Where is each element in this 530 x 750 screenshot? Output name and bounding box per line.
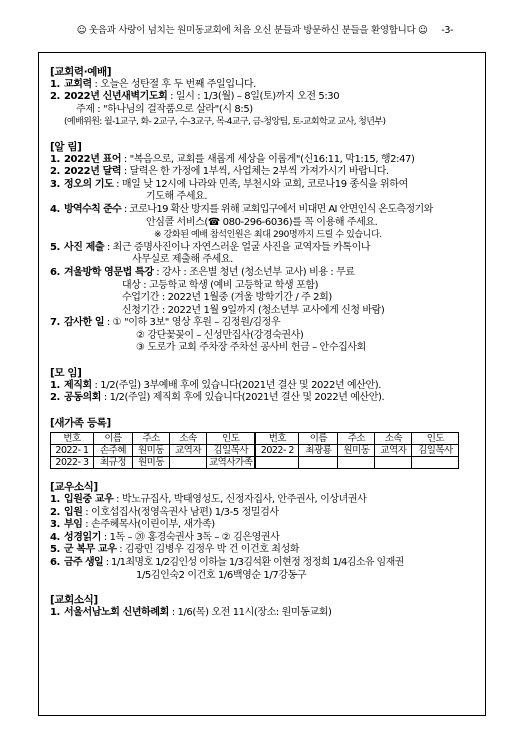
- column-header: 인도: [207, 433, 256, 445]
- item-text: : 오늘은 성탄절 후 두 번째 주일입니다.: [91, 78, 256, 90]
- list-item: [50, 380, 480, 393]
- item-number: 2.: [50, 506, 60, 518]
- item-number: 1.: [50, 379, 60, 391]
- item-label: 사진 제출: [64, 241, 105, 253]
- item-label: 정오의 기도: [64, 178, 114, 190]
- item-number: 3.: [50, 519, 60, 531]
- page-header: [0, 22, 530, 36]
- table-cell: 교역사가족: [207, 457, 256, 469]
- item-number: 7.: [50, 317, 60, 329]
- section-title: [알 림]: [50, 140, 82, 153]
- table-cell: 2022- 2: [255, 445, 299, 457]
- item-label: 2022년 신년새벽기도회: [64, 91, 168, 103]
- section-title: [교회소식]: [50, 594, 98, 607]
- item-number: 5.: [50, 544, 60, 556]
- item-label: 감사한 일: [64, 317, 105, 329]
- item-text: : 1/2(주일) 제직회 후에 있습니다(2021년 결산 및 2022년 예산안).: [101, 392, 385, 404]
- item-label: 2022년 표어: [64, 153, 122, 165]
- item-subline: ③ 도로가 교회 주차장 주차선 공사비 헌금 – 안수집사회: [136, 342, 366, 354]
- item-subline: 안심콜 서비스(☎ 080-296-6036)를 꼭 이용해 주세요.: [146, 216, 378, 228]
- item-number: 1.: [50, 494, 60, 506]
- item-label: 금주 생일: [64, 557, 104, 568]
- item-subline: 사무실로 제출해 주세요.: [132, 254, 233, 266]
- list-item: [50, 607, 480, 620]
- list-item: [50, 392, 480, 405]
- item-label: 군 복무 교우: [64, 544, 117, 556]
- item-subline: 대상 : 고등학교 학생 (예비 고등학교 학생 포함): [122, 279, 319, 291]
- column-header: 이름: [94, 433, 133, 445]
- item-text: : ① "이하 3보" 영상 후원 – 김정원/김정우: [104, 317, 281, 329]
- table-cell: 원미동: [338, 445, 375, 457]
- bulletin-content: [50, 66, 480, 619]
- item-subline: ② 강단꽃꽂이 – 신성만집사(강경숙권사): [136, 329, 304, 341]
- item-text: : 손주혜목사(이린이부, 새가족): [82, 519, 215, 531]
- table-cell: 최광룡: [299, 445, 338, 457]
- item-text: : 최근 증명사진이나 자연스러운 얼굴 사진을 교역자들 카톡이나: [104, 241, 371, 253]
- item-subline: 기도해 주세요.: [146, 191, 208, 203]
- list-item: [50, 317, 480, 330]
- list-item: [50, 166, 480, 179]
- item-label: 입원: [64, 506, 83, 518]
- column-header: 주소: [338, 433, 375, 445]
- newcomers-section: [50, 417, 480, 470]
- list-item: [50, 532, 480, 545]
- table-cell: 김일목사: [412, 445, 459, 457]
- column-header: 주소: [133, 433, 170, 445]
- list-item: [50, 494, 480, 507]
- column-header: 번호: [255, 433, 299, 445]
- notices-section: [50, 141, 480, 355]
- table-cell: 2022- 3: [51, 457, 94, 469]
- item-number: 4.: [50, 203, 60, 215]
- list-item: [50, 544, 480, 557]
- item-text: : 이호섭집사(정영옥권사 남편) 1/3-5 정밀검사: [82, 506, 279, 518]
- item-label: 서울서남노회 신년하례회: [64, 606, 169, 618]
- list-item: [50, 507, 480, 520]
- item-text: : 강사 : 조은별 청년 (청소년부 교사) 비용 : 무료: [153, 266, 355, 278]
- calendar-section: [50, 66, 480, 129]
- column-header: 소속: [170, 433, 207, 445]
- item-text: : 달력은 한 가정에 1부씩, 사업체는 2부씩 가져가시기 바랍니다.: [121, 166, 389, 178]
- table-cell: 교역자: [170, 445, 207, 457]
- newcomers-table: [50, 432, 459, 469]
- list-item: [50, 204, 480, 217]
- item-text: : 일시 : 1/3(월) – 8일(토)까지 오전 5:30: [167, 91, 340, 103]
- section-title: [교회력·예배]: [50, 66, 112, 78]
- table-row: [51, 445, 459, 457]
- meetings-section: [50, 367, 480, 405]
- item-text: : 매일 낮 12시에 나라와 민족, 부천시와 교회, 코로나19 종식을 위하여: [113, 178, 408, 190]
- table-cell: 교역자: [375, 445, 412, 457]
- item-subline: 신청기간 : 2022년 1월 9일까지 (청소년부 교사에게 신청 바람): [122, 304, 385, 316]
- table-row: [51, 457, 459, 469]
- header-welcome-text: ☺ 웃음과 사랑이 넘치는 원미동교회에 처음 오신 분들과 방문하신 분들을 환영합니다 ☺: [76, 25, 428, 36]
- item-number: 6.: [50, 266, 60, 278]
- item-number: 1.: [50, 78, 60, 90]
- item-label: 2022년 달력: [64, 166, 122, 178]
- table-cell: [255, 457, 299, 469]
- list-item: [50, 242, 480, 255]
- table-cell: [412, 457, 459, 469]
- section-title: [새가족 등록]: [50, 416, 111, 429]
- item-label: 입원중 교우: [64, 494, 114, 506]
- item-subline: 주제 : "하나님의 걸작품으로 살라"(시 8:5): [76, 103, 253, 115]
- table-cell: [338, 457, 375, 469]
- item-text: : 코로나19 확산 방지를 위해 교회입구에서 비대면 AI 안면인식 온도측정기와: [121, 203, 433, 215]
- table-cell: 손주혜: [94, 445, 133, 457]
- item-number: 4.: [50, 531, 60, 543]
- page-number: -3-: [441, 25, 454, 36]
- table-cell: [170, 457, 207, 469]
- list-item: [50, 557, 480, 570]
- list-item: [50, 79, 480, 92]
- item-label: 공동의회: [64, 392, 102, 404]
- list-item: [50, 519, 480, 532]
- column-header: 인도: [412, 433, 459, 445]
- list-item: [50, 154, 480, 167]
- members-news-section: [50, 481, 480, 582]
- item-text: : 1/1최명호 1/2김인성 이하늘 1/3김석환 이현정 정정희 1/4김소유 임재권: [103, 557, 404, 568]
- table-header-row: [51, 433, 459, 445]
- item-label: 제직회: [64, 379, 92, 391]
- section-title: [교우소식]: [50, 481, 98, 494]
- column-header: 소속: [375, 433, 412, 445]
- item-text: : 김광민 김병우 김정우 박 건 이건호 최성화: [116, 544, 300, 556]
- column-header: 이름: [299, 433, 338, 445]
- item-number: 2.: [50, 392, 60, 404]
- item-subline: ※ 강화된 예배 참석인원은 최대 290명까지 드릴 수 있습니다.: [154, 230, 382, 241]
- item-number: 5.: [50, 241, 60, 253]
- list-item: [50, 91, 480, 104]
- item-label: 겨울방학 영문법 특강: [64, 266, 154, 278]
- item-subline: 수업기간 : 2022년 1월중 (겨울 방학기간 / 주 2회): [122, 292, 332, 304]
- table-cell: 최규정: [94, 457, 133, 469]
- item-number: 3.: [50, 178, 60, 190]
- table-cell: [375, 457, 412, 469]
- item-number: 6.: [50, 557, 60, 568]
- item-subline: 1/5김인숙2 이건호 1/6백영순 1/7강동구: [136, 569, 307, 581]
- table-cell: 김일목사: [207, 445, 256, 457]
- table-cell: 2022- 1: [51, 445, 94, 457]
- item-label: 부임: [64, 519, 83, 531]
- list-item: [50, 267, 480, 280]
- item-text: : 1/2(주일) 3부예배 후에 있습니다(2021년 결산 및 2022년 예산안).: [91, 379, 382, 391]
- item-label: 교회력: [64, 78, 92, 90]
- item-text: : 1/6(목) 오전 11시(장소: 원미동교회): [168, 606, 332, 618]
- item-number: 1.: [50, 606, 60, 618]
- column-header: 번호: [51, 433, 94, 445]
- item-number: 2.: [50, 91, 60, 103]
- table-cell: 원미동: [133, 457, 170, 469]
- item-number: 2.: [50, 166, 60, 178]
- table-cell: [299, 457, 338, 469]
- item-label: 방역수칙 준수: [64, 203, 122, 215]
- presbytery-section: [50, 594, 480, 619]
- section-title: [모 임]: [50, 367, 82, 380]
- item-text: : 1독 – ⑳ 홍경숙권사 3독 – ② 김은영권사: [101, 531, 280, 543]
- item-label: 성경읽기: [64, 531, 102, 543]
- item-number: 1.: [50, 153, 60, 165]
- item-text: : "복음으로, 교회를 새롭게 세상을 이롭게"(신16:11, 막1:15, 행2:47): [121, 153, 415, 165]
- table-cell: 원미동: [133, 445, 170, 457]
- item-subline: (예배위원: 월-1교구, 화- 2교구, 수-3교구, 목-4교구, 금-청앙팀, 토-교회학교 교사, 청년부): [64, 117, 386, 128]
- item-text: : 박노규집사, 박태영성도, 신정자집사, 안주권사, 이상녀권사: [113, 494, 367, 506]
- list-item: [50, 179, 480, 192]
